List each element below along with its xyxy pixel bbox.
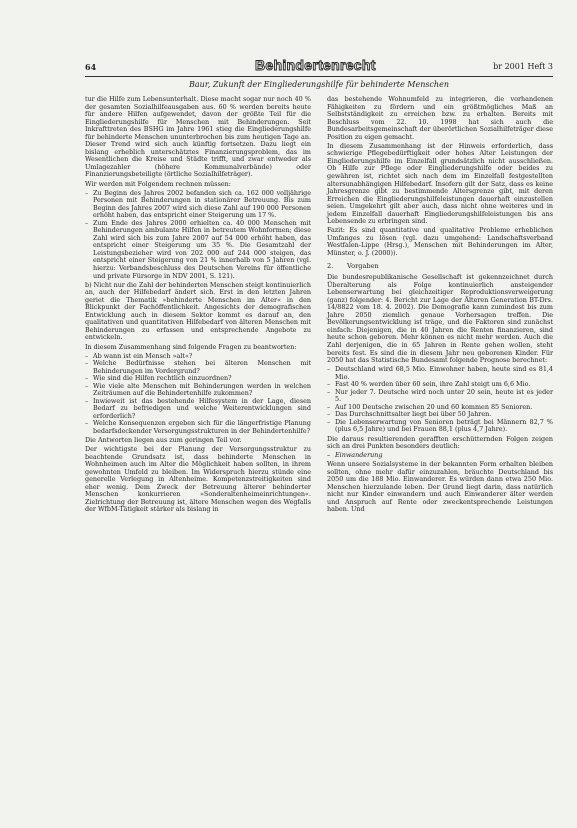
list-item: – Zum Ende des Jahres 2000 erhielten ca. 40 000 Menschen mit Behinderungen ambulante Hilfen in betreutem Wohnformen; diese Zahl wird sich bis zum Jahre 2007 auf 54 000 erhöht haben, das entspricht einer Steigerung um 35 %. Die Gesamtzahl der Leistungsbezieher wird von 202 000 auf 244 000 steigen, das entspricht einer Steigerung von 21 % innerhalb von 5 Jahren (vgl. hierzu: Verbandsbeschluss des Deutschen Vereins für öffentliche und private Fürsorge in NDV 2001, S. 121).: [85, 220, 311, 280]
left-column: [85, 96, 311, 516]
paragraph: Wenn unsere Sozialsysteme in der bekannten Form erhalten bleiben sollten, ohne mehr dafür einzuzahlen, bräuchte Deutschland bis 2050 um die 188 Mio. Einwanderer. Es würden dann etwa 250 Mio. Menschen hierzulande leben. Der Grund liegt darin, dass natürlich nicht nur Kinder einwandern und auch Einwanderer älter werden und Anspruch auf Rente oder zweckentsprechende Leistungen haben. Und: [327, 460, 553, 514]
section-title: Vorgaben: [347, 262, 379, 271]
bullet-list: [85, 190, 311, 281]
page-number: 64: [85, 62, 97, 72]
section-heading: [327, 263, 553, 271]
paragraph: Die bundesrepublikanische Gesellschaft ist gekennzeichnet durch Überalterung als Folge kontinuierlich ansteigender Lebenserwartung bei gleichzeitiger Reproduktionsverweigerung (ganz) folgender: 4. Bericht zur Lage der Älteren Generation BT-Drs. 14/8822 vom 18. 4. 2002). Die Demografie kann zumindest bis zum Jahre 2050 ziemlich genaue Vorhersagen treffen. Die Bevölkerungsentwicklung ist träge, und die Faktoren sind zunächst einfach: Diejenigen, die in 40 Jahren die Renten finanzieren, sind heute schon geboren. Mehr können es nicht mehr werden. Auch die Zahl derjenigen, die in 65 Jahren in Rente gehen wollen, steht bereits fest. Es sind die in diesem Jahr neu geborenen Kinder. Für 2050 hat das Statistische Bundesamt folgende Prognose berechnet:: [327, 273, 553, 365]
paragraph: In diesem Zusammenhang sind folgende Fragen zu beantworten:: [85, 342, 297, 351]
paragraph: Die daraus resultierenden gerafften erschütternden Folgen zeigen sich an drei Punkten besonders deutlich:: [327, 434, 553, 451]
right-column: [327, 96, 553, 515]
list-item: – Wie viele alte Menschen mit Behinderungen werden in welchen Zeiträumen auf die Behindertenhilfe zukommen?: [85, 383, 311, 398]
list-item: – Nur jeder 7. Deutsche wird noch unter 20 sein, heute ist es jeder 5.: [327, 389, 553, 404]
paragraph: Wir werden mit Folgendem rechnen müssen:: [85, 179, 231, 188]
list-item: – Die Lebenserwartung von Senioren beträgt bei Männern 82,7 % (plus 6,5 Jahre) und bei Frauen 88,1 (plus 4,7 Jahre).: [327, 419, 553, 434]
page-header: [85, 58, 553, 77]
section-number: 2.: [327, 262, 334, 271]
issue-label: br 2001 Heft 3: [493, 62, 553, 71]
bullet-list: [327, 366, 553, 434]
list-item: – Ab wann ist ein Mensch »alt«?: [85, 353, 311, 361]
paragraph: Die Antworten liegen aus zum geringen Teil vor.: [85, 436, 242, 445]
list-item: – Deutschland wird 68,5 Mio. Einwohner haben, heute sind es 81,4 Mio.: [327, 366, 553, 381]
paragraph: b) Nicht nur die Zahl der behinderten Menschen steigt kontinuierlich an, auch der Hilfebedarf ändert sich. Erst in den letzten Jahren geriet die Thematik »behinderte Menschen im Alter« in den Blickpunkt der Fachöffentlichkeit. Angesichts der demografischen Entwicklung auch in diesem Sektor kommt es darauf an, den qualitativen und quantitativen Hilfebedarf von älteren Menschen mit Behinderungen zu erfassen und entsprechende Angebote zu entwickeln.: [85, 280, 311, 342]
list-item: – Wie sind die Hilfen rechtlich einzuordnen?: [85, 375, 311, 383]
bullet-list: [85, 353, 311, 436]
list-item: – Das Durchschnittsalter liegt bei über 50 Jahren.: [327, 411, 553, 419]
paragraph: Fazit: Es sind quantitative und qualitative Probleme erheblichen Umfanges zu lösen (vgl. dazu umgehend: Landschaftsverband Westfalen-Lippe (Hrsg.), Menschen mit Behinderungen im Alter, Münster, o. J. (2000)).: [327, 226, 553, 257]
list-item: – Auf 100 Deutsche zwischen 20 und 60 kommen 85 Senioren.: [327, 404, 553, 412]
paragraph: Der wichtigste bei der Planung der Versorgungsstruktur zu beachtende Grundsatz ist, dass behinderte Menschen in Wohnheimen auch im Alter die Möglichkeit haben sollten, in ihrem gewohnten Umfeld zu bleiben. Im Widerspruch hierzu stünde eine generelle Verlegung in Altenheime. Kompetenzstreitigkeiten sind eher wenig. Dem Zweck der Betreuung älterer behinderter Menschen konkurrieren »Sonderaltenheimeinrichtungen«. Zielrichtung der Betreuung ist, ältere Menschen wegen des Wegfalls der WfbM-Tätigkeit stärker als bislang in: [85, 445, 311, 514]
list-item-lead: – Einwanderung: [327, 452, 553, 460]
list-item: – Welche Konsequenzen ergeben sich für die längerfristige Planung bedarfsdeckender Versorgungsstrukturen in der Behindertenhilfe?: [85, 420, 311, 435]
paragraph: das bestehende Wohnumfeld zu integrieren, die vorhandenen Fähigkeiten zu fördern und ein größtmögliches Maß an Selbstständigkeit zu erreichen bzw. zu erhalten. Bereits mit Beschluss vom 22. 10. 1998 hat sich auch die Bundesarbeitsgemeinschaft der überörtlichen Sozialhilfeträger diese Position zu eigen gemacht.: [327, 95, 553, 141]
list-item: – Fast 40 % werden über 60 sein, ihre Zahl steigt um 6,6 Mio.: [327, 381, 553, 389]
list-item: – Zu Beginn des Jahres 2002 befanden sich ca. 162 000 volljährige Personen mit Behinderungen in stationärer Betreuung. Bis zum Beginn des Jahres 2007 wird sich diese Zahl auf 190 000 Personen erhöht haben, das entspricht einer Steigerung um 17 %.: [85, 190, 311, 220]
list-item: – Inwieweit ist das bestehende Hilfesystem in der Lage, diesen Bedarf zu befriedigen und welche Weiterentwicklungen sind erforderlich?: [85, 398, 311, 421]
article-subtitle: Baur, Zukunft der Eingliederungshilfe für behinderte Menschen: [189, 80, 449, 89]
journal-name: Behindertenrecht: [255, 57, 376, 73]
paragraph: In diesem Zusammenhang ist der Hinweis erforderlich, dass schwierige Pflegebedürftigkeit oder hohes Alter Leistungen der Eingliederungshilfe im Einzelfall grundsätzlich nicht ausschließen. Ob Hilfe zur Pflege oder Eingliederungshilfe oder beides zu gewähren ist, richtet sich nach dem im Einzelfall festgestellten altersunabhängigen Hilfebedarf. Insofern gilt der Satz, dass es keine Jahresgrenze gibt zu bestimmende Altersgrenze gibt, mit deren Erreichen die Eingliederungshilfeleistungen dauerhaft einzustellen seien. Umgekehrt gilt aber auch, dass nicht ohne weiteres und in jedem Einzelfall dauerhaft Eingliederungshilfeleistungen bis ans Lebensende zu erbringen sind.: [327, 141, 553, 226]
paragraph: tur die Hilfe zum Lebensunterhalt. Diese macht sogar nur noch 40 % der gesamten Sozialhilfeausgaben aus. 60 % werden bereits heute für andere Hilfen aufgewendet, davon der größte Teil für die Eingliederungshilfe für Menschen mit Behinderungen. Seit Inkrafttreten des BSHG im Jahre 1961 stieg die Eingliederungshilfe für behinderte Menschen ununterbrochen bis zum heutigen Tage an. Dieser Trend wird sich auch künftig fortsetzen. Dazu liegt ein bislang erheblich unterschätztes Finanzierungsproblem, das im Wesentlichen die Kreise und Städte trifft, und zwar entweder als Umlagezahler (höhere Kommunalverbände) oder Finanzierungsbeteiligte (örtliche Sozialhilfeträger).: [85, 95, 311, 179]
bullet-list: [327, 452, 553, 460]
list-item: – Welche Bedürfnisse stehen bei älteren Menschen mit Behinderungen im Vordergrund?: [85, 360, 311, 375]
